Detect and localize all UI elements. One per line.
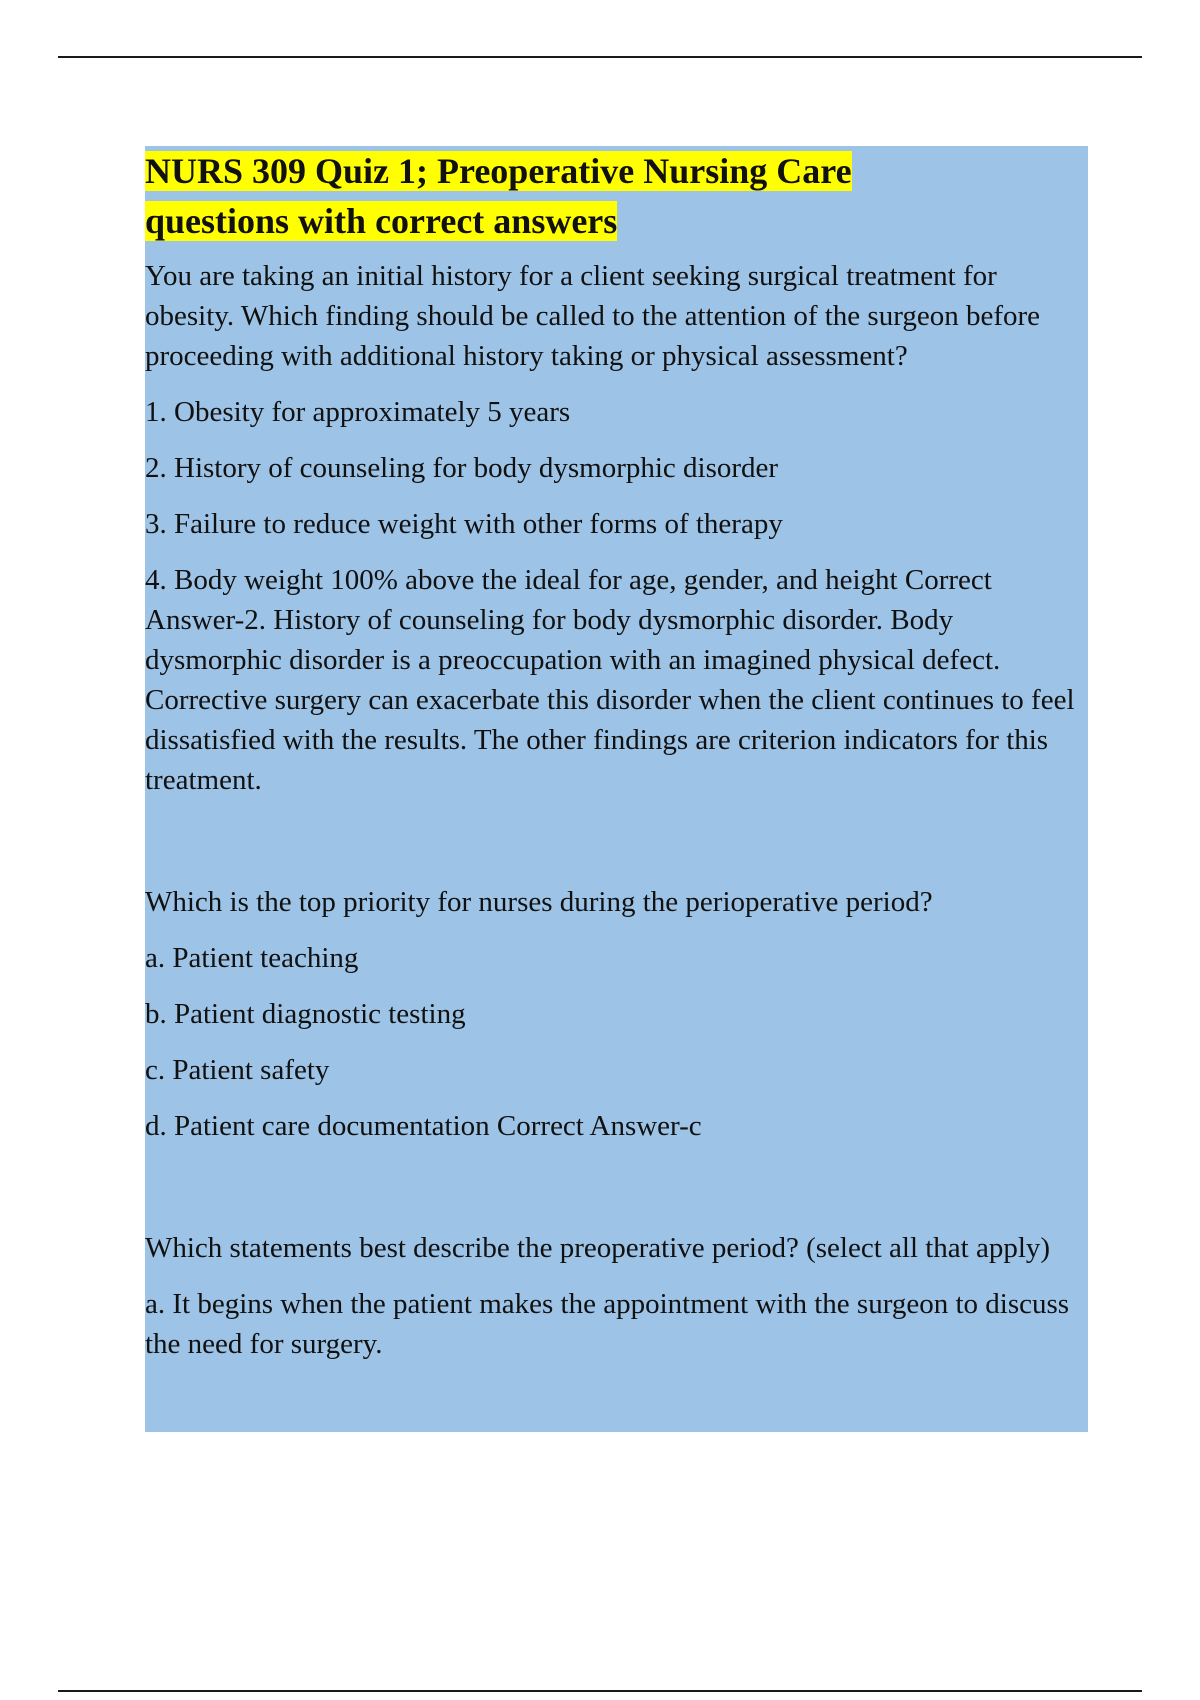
document-title bbox=[145, 146, 1088, 246]
spacer bbox=[145, 1146, 1088, 1218]
question-2 bbox=[145, 882, 1088, 1146]
answer-option: 2. History of counseling for body dysmorphic disorder bbox=[145, 452, 779, 484]
question-stem: You are taking an initial history for a client seeking surgical treatment for obesity. Which finding should be called to the attention of the surgeon before proceeding with additional history taking or physical assessment? bbox=[145, 260, 1041, 372]
answer-option: 4. Body weight 100% above the ideal for age, gender, and height Correct Answer-2. History of counseling for body dysmorphic disorder. Body dysmorphic disorder is a preoccupation with an imagined physical defect. Corrective surgery can exacerbate this disorder when the client continues to feel dissatisfied with the results. The other findings are criterion indicators for this treatment. bbox=[145, 564, 1075, 796]
document-content bbox=[145, 146, 1088, 1432]
question-1 bbox=[145, 256, 1088, 800]
answer-option: b. Patient diagnostic testing bbox=[145, 998, 466, 1030]
answer-option: d. Patient care documentation Correct Answer-c bbox=[145, 1110, 702, 1142]
answer-option: c. Patient safety bbox=[145, 1054, 330, 1086]
spacer bbox=[145, 800, 1088, 872]
title-line-1: NURS 309 Quiz 1; Preoperative Nursing Care bbox=[145, 151, 852, 191]
page-bottom-rule bbox=[58, 1690, 1142, 1692]
question-stem: Which statements best describe the preoperative period? (select all that apply) bbox=[145, 1232, 1051, 1264]
answer-option: 1. Obesity for approximately 5 years bbox=[145, 396, 571, 428]
title-line-2: questions with correct answers bbox=[145, 201, 618, 241]
answer-option: 3. Failure to reduce weight with other forms of therapy bbox=[145, 508, 783, 540]
question-stem: Which is the top priority for nurses during the perioperative period? bbox=[145, 886, 933, 918]
question-3 bbox=[145, 1228, 1088, 1364]
answer-option: a. It begins when the patient makes the appointment with the surgeon to discuss the need for surgery. bbox=[145, 1288, 1070, 1360]
answer-option: a. Patient teaching bbox=[145, 942, 359, 974]
page-top-rule bbox=[58, 56, 1142, 58]
